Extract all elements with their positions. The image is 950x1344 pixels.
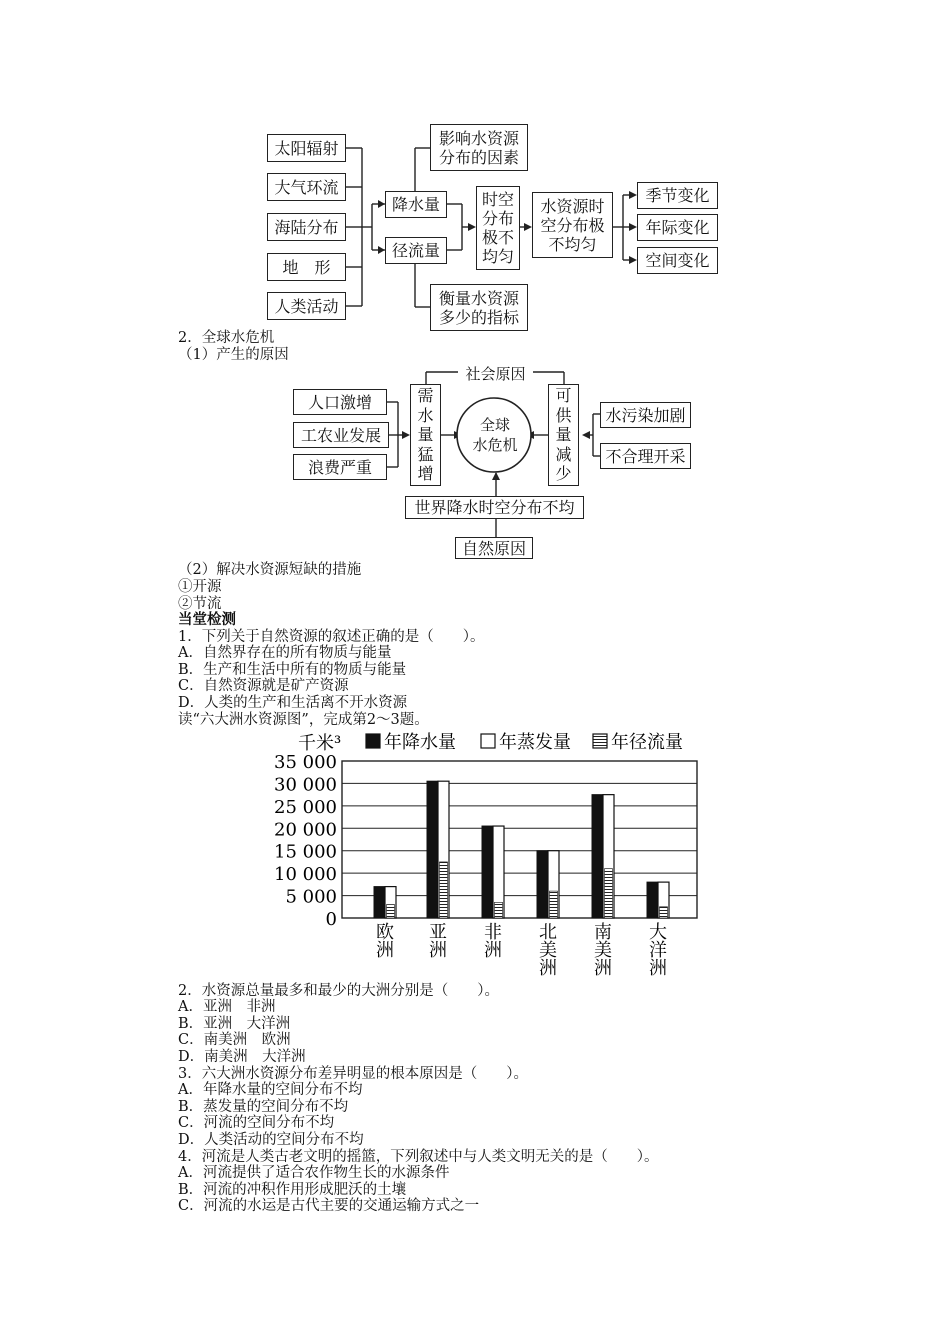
factor-land-sea-distribution: 海陆分布 (267, 213, 346, 241)
x-tick-label-5-0: 大 (649, 922, 667, 943)
x-tick-label-3-0: 北 (539, 922, 557, 943)
factor-human-activity: 人类活动 (267, 292, 346, 320)
uneven-precipitation-box: 世界降水时空分布不均 (405, 496, 584, 519)
x-tick-label-4-0: 南 (594, 922, 612, 943)
q3-stem: 3．六大洲水资源分布差异明显的根本原因是（ ）。 (178, 1066, 528, 1082)
y-tick-label: 25 000 (274, 796, 337, 818)
bar-precipitation-2 (482, 826, 493, 918)
demand-surge-box: 需 水 量 猛 增 (410, 384, 441, 486)
over-exploitation-box: 不合理开采 (600, 443, 691, 469)
precipitation-box: 降水量 (385, 191, 447, 218)
q3-option-c: C．河流的空间分布不均 (178, 1115, 335, 1131)
bar-runoff-0 (387, 905, 395, 918)
y-tick-label: 30 000 (274, 774, 337, 796)
factor-terrain: 地 形 (267, 253, 346, 281)
legend-swatch-0 (366, 734, 380, 748)
x-tick-label-5-1: 洋 (649, 940, 667, 961)
y-tick-label: 15 000 (274, 841, 337, 863)
influence-factors-box: 影响水资源 分布的因素 (430, 124, 528, 171)
q4-option-a: A．河流提供了适合农作物生长的水源条件 (178, 1165, 450, 1181)
social-causes-label: 社会原因 (458, 363, 533, 383)
section2-title: 2．全球水危机 (178, 330, 275, 346)
legend-label-1: 年蒸发量 (499, 732, 571, 753)
bar-precipitation-5 (647, 882, 658, 918)
bar-runoff-4 (605, 869, 613, 918)
subsection-causes: （1）产生的原因 (178, 347, 289, 363)
uneven-distribution-box: 时空 分布 极不 均匀 (476, 186, 520, 270)
x-tick-label-4-2: 洲 (594, 958, 612, 979)
q4-option-b: B．河流的冲积作用形成肥沃的土壤 (178, 1182, 407, 1198)
q3-option-a: A．年降水量的空间分布不均 (178, 1082, 363, 1098)
measure-open-source: ①开源 (178, 579, 222, 595)
subsection-measures: （2）解决水资源短缺的措施 (178, 562, 362, 578)
y-tick-label: 5 000 (285, 886, 337, 908)
legend-swatch-2 (593, 734, 607, 748)
bar-runoff-5 (660, 907, 668, 918)
x-tick-label-0-0: 欧 (376, 922, 394, 943)
legend-label-2: 年径流量 (611, 732, 683, 753)
measure-index-box: 衡量水资源 多少的指标 (430, 284, 528, 331)
q2-option-b: B．亚洲 大洋洲 (178, 1016, 291, 1032)
legend-swatch-1 (481, 734, 495, 748)
bar-runoff-2 (495, 902, 503, 918)
q3-option-d: D．人类活动的空间分布不均 (178, 1132, 364, 1148)
bar-precipitation-0 (374, 887, 385, 918)
legend-label-0: 年降水量 (384, 732, 456, 753)
q1-option-c: C．自然资源就是矿产资源 (178, 678, 349, 694)
x-tick-label-5-2: 洲 (649, 958, 667, 979)
y-tick-label: 10 000 (274, 864, 337, 886)
q1-stem: 1．下列关于自然资源的叙述正确的是（ ）。 (178, 629, 485, 645)
water-pollution-box: 水污染加剧 (600, 402, 691, 428)
industry-agriculture-box: 工农业发展 (293, 422, 389, 448)
measure-save-water: ②节流 (178, 596, 222, 612)
x-tick-label-0-1: 洲 (376, 940, 394, 961)
result-box: 水资源时 空分布极 不均匀 (532, 192, 613, 258)
interannual-change-box: 年际变化 (637, 214, 718, 241)
y-tick-label: 20 000 (274, 819, 337, 841)
x-tick-label-2-1: 洲 (484, 940, 502, 961)
bar-precipitation-4 (592, 795, 603, 918)
chart-unit: 千米³ (298, 733, 342, 754)
supply-decrease-box: 可 供 量 减 少 (548, 384, 579, 486)
bar-precipitation-1 (427, 781, 438, 918)
population-surge-box: 人口激增 (293, 389, 387, 415)
q4-option-c: C．河流的水运是古代主要的交通运输方式之一 (178, 1198, 480, 1214)
bar-precipitation-3 (537, 851, 548, 918)
check-title: 当堂检测 (178, 611, 236, 628)
x-tick-label-3-2: 洲 (539, 958, 557, 979)
x-tick-label-1-0: 亚 (429, 922, 447, 943)
x-tick-label-1-1: 洲 (429, 940, 447, 961)
q3-option-b: B．蒸发量的空间分布不均 (178, 1099, 349, 1115)
q1-option-d: D．人类的生产和生活离不开水资源 (178, 695, 408, 711)
x-tick-label-4-1: 美 (594, 940, 612, 961)
seasonal-change-box: 季节变化 (637, 182, 718, 209)
x-tick-label-2-0: 非 (484, 922, 502, 943)
bar-runoff-1 (440, 862, 448, 918)
y-tick-label: 0 (325, 909, 337, 930)
factor-solar-radiation: 太阳辐射 (267, 134, 346, 162)
q2-option-d: D．南美洲 大洋洲 (178, 1049, 306, 1065)
read-intro: 读“六大洲水资源图”，完成第2～3题。 (178, 712, 429, 728)
x-tick-label-3-1: 美 (539, 940, 557, 961)
q2-stem: 2．水资源总量最多和最少的大洲分别是（ ）。 (178, 983, 499, 999)
y-tick-label: 35 000 (274, 752, 337, 773)
q4-stem: 4．河流是人类古老文明的摇篮，下列叙述中与人类文明无关的是（ ）。 (178, 1149, 659, 1165)
natural-causes-box: 自然原因 (455, 537, 533, 559)
serious-waste-box: 浪费严重 (293, 454, 387, 480)
bar-runoff-3 (550, 891, 558, 918)
q2-option-c: C．南美洲 欧洲 (178, 1032, 291, 1048)
q1-option-a: A．自然界存在的所有物质与能量 (178, 645, 392, 661)
q1-option-b: B．生产和生活中所有的物质与能量 (178, 662, 407, 678)
runoff-box: 径流量 (385, 237, 447, 264)
water-crisis-label: 全球 水危机 (472, 416, 518, 454)
q2-option-a: A．亚洲 非洲 (178, 999, 276, 1015)
factor-atmospheric-circulation: 大气环流 (267, 173, 346, 201)
spatial-change-box: 空间变化 (637, 247, 718, 274)
